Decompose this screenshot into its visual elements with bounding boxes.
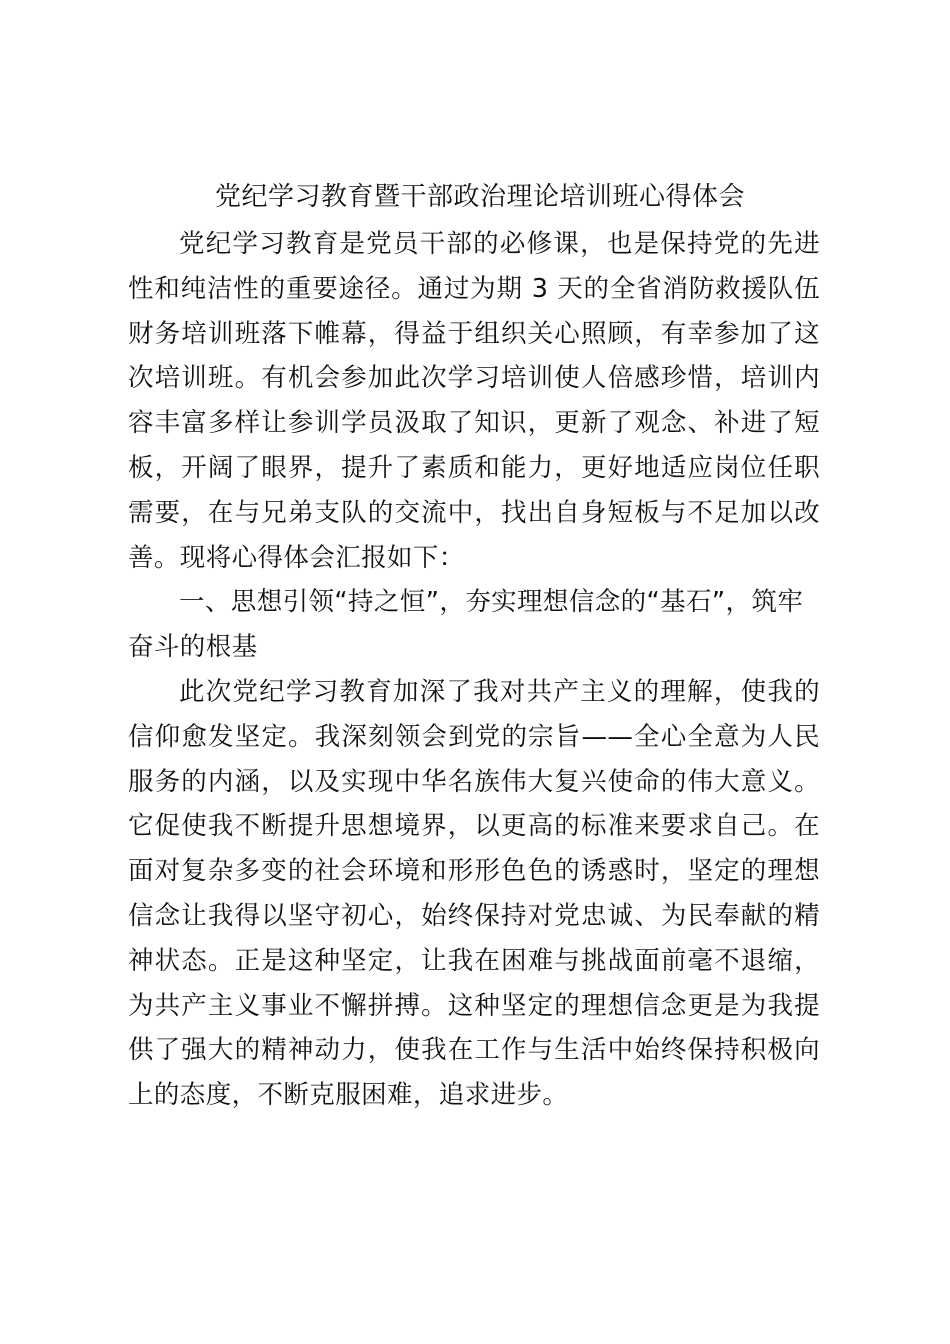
section-1-paragraph: 此次党纪学习教育加深了我对共产主义的理解，使我的信仰愈发坚定。我深刻领会到党的宗旨——全心全意为人民服务的内涵，以及实现中华名族伟大复兴使命的伟大意义。它促使我不断提升思想境界，以更高的标准来要求自己。在面对复杂多变的社会环境和形形色色的诱惑时，坚定的理想信念让我得以坚守初心，始终保持对党忠诚、为民奉献的精神状态。正是这种坚定，让我在困难与挑战面前毫不退缩，为共产主义事业不懈拼搏。这种坚定的理想信念更是为我提供了强大的精神动力，使我在工作与生活中始终保持积极向上的态度，不断克服困难，追求进步。 <box>128 676 820 1111</box>
document-title: 党纪学习教育暨干部政治理论培训班心得体会 <box>214 182 745 212</box>
intro-paragraph: 党纪学习教育是党员干部的必修课，也是保持党的先进性和纯洁性的重要途径。通过为期 3 天的全省消防救援队伍财务培训班落下帷幕，得益于组织关心照顾，有幸参加了这次培训班。有机会参加此次学习培训使人倍感珍惜，培训内容丰富多样让参训学员汲取了知识，更新了观念、补进了短板，开阔了眼界，提升了素质和能力，更好地适应岗位任职需要，在与兄弟支队的交流中，找出自身短板与不足加以改善。现将心得体会汇报如下： <box>128 229 820 573</box>
document-body <box>128 172 820 1118</box>
section-1-heading: 一、思想引领“持之恒”，夯实理想信念的“基石”，筑牢奋斗的根基 <box>128 587 804 663</box>
